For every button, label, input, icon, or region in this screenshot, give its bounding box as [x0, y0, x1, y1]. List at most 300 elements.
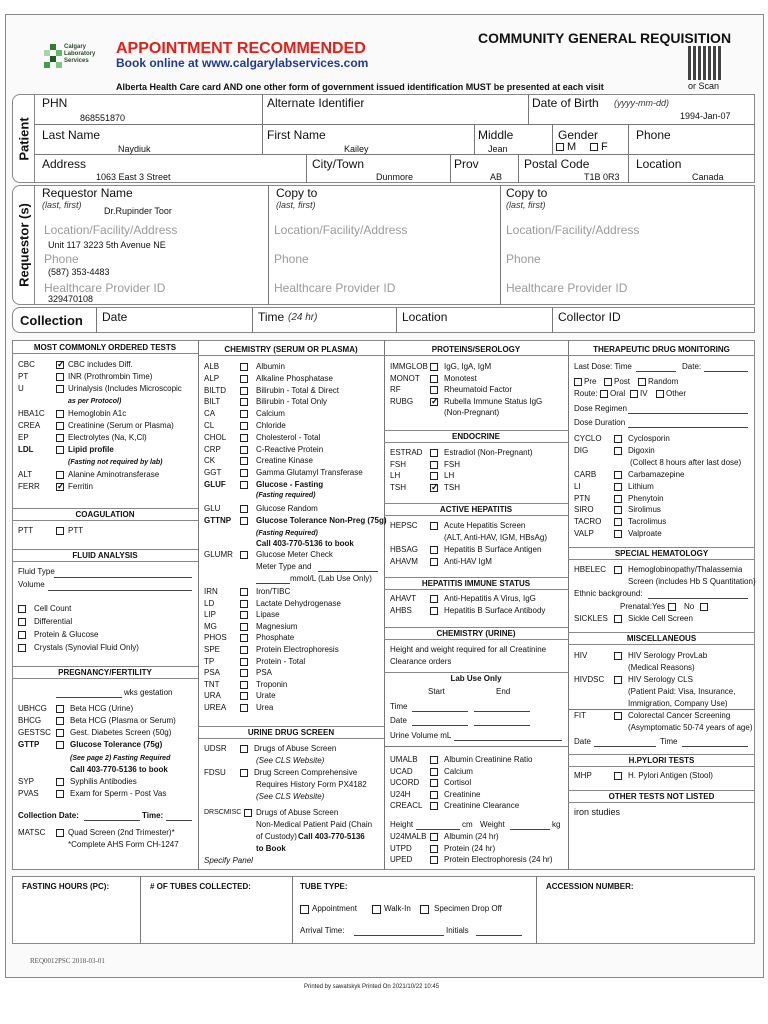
test-checkbox[interactable]	[614, 518, 622, 526]
sickles-checkbox[interactable]	[614, 615, 622, 623]
test-checkbox[interactable]	[614, 495, 622, 503]
test-checkbox[interactable]	[614, 435, 622, 443]
test-checkbox[interactable]	[240, 457, 248, 465]
test-checkbox[interactable]	[430, 756, 438, 764]
test-checkbox[interactable]	[240, 611, 248, 619]
other-label: Other	[666, 389, 687, 398]
dob-value[interactable]: 1994-Jan-07	[680, 111, 731, 121]
test-code: PVAS	[18, 789, 39, 798]
test-checkbox[interactable]	[240, 410, 248, 418]
test-code: U24MALB	[390, 832, 427, 841]
other-checkbox[interactable]	[656, 390, 664, 398]
test-label: Gest. Diabetes Screen (50g)	[70, 728, 172, 737]
post-checkbox[interactable]	[604, 378, 612, 386]
gender-m-checkbox[interactable]	[556, 143, 564, 151]
mhp-checkbox[interactable]	[614, 772, 622, 780]
hep-header: ACTIVE HEPATITIS	[384, 503, 568, 516]
hbelec-code: HBELEC	[574, 565, 607, 574]
initials-label: Initials	[446, 926, 469, 935]
requestor-phone-label: Phone	[44, 252, 79, 266]
requestor-hp-value[interactable]: 329470108	[48, 294, 94, 304]
test-checkbox[interactable]	[614, 471, 622, 479]
postal-label: Postal Code	[524, 157, 590, 171]
dig-note: (Collect 8 hours after last dose)	[630, 458, 742, 467]
test-label: Bilirubin - Total & Direct	[256, 385, 339, 395]
test-code: PSA	[204, 668, 221, 678]
test-code: TSH	[390, 482, 406, 492]
gender-m-label: M	[567, 141, 577, 153]
collection-time-hint: (24 hr)	[288, 312, 318, 323]
logo-text: Calgary Laboratory Services	[64, 44, 96, 64]
test-checkbox[interactable]	[240, 658, 248, 666]
test-checkbox[interactable]	[430, 398, 438, 406]
other-tests-value[interactable]: iron studies	[574, 807, 621, 817]
dob-hint: (yyyy-mm-dd)	[614, 98, 669, 108]
test-checkbox[interactable]	[56, 471, 64, 479]
book-online-link[interactable]: Book online at www.calgarylabservices.com	[116, 56, 369, 70]
test-code: ALB	[204, 362, 220, 371]
appointment-banner: APPOINTMENT RECOMMENDED	[116, 40, 366, 57]
alt-id-label: Alternate Identifier	[267, 96, 365, 110]
copy2-label: Copy to	[506, 186, 548, 200]
test-label: Carbamazepine	[628, 470, 685, 479]
test-code: CARB	[574, 470, 597, 479]
test-checkbox[interactable]	[56, 778, 64, 786]
test-checkbox[interactable]	[430, 363, 438, 371]
test-checkbox[interactable]	[56, 729, 64, 737]
test-code: CBC	[18, 360, 35, 369]
test-checkbox[interactable]	[56, 790, 64, 798]
test-code: VALP	[574, 529, 594, 538]
test-checkbox[interactable]	[240, 422, 248, 430]
weight-label: Weight	[480, 820, 505, 829]
hiv-code: HIV	[574, 651, 588, 660]
qr-code[interactable]	[688, 46, 722, 80]
test-code: MONOT	[390, 373, 420, 383]
test-code: TACRO	[574, 517, 602, 527]
hivdsc-checkbox[interactable]	[614, 676, 622, 684]
dob-label: Date of Birth	[532, 96, 599, 110]
ptt-text: PTT	[68, 526, 84, 535]
test-label: Phosphate	[256, 633, 295, 643]
ahbs-code: AHBS	[390, 606, 412, 615]
ahavt-checkbox[interactable]	[430, 595, 438, 603]
dose-regimen-label: Dose Regimen	[574, 404, 627, 413]
test-checkbox[interactable]	[430, 802, 438, 810]
test-label: Hemoglobin A1c	[68, 408, 127, 418]
post-label: Post	[614, 377, 631, 386]
test-checkbox[interactable]	[430, 472, 438, 480]
test-label: Glucose Tolerance (75g)	[70, 740, 163, 749]
location-value[interactable]: Canada	[692, 172, 724, 182]
drsc-text: Drugs of Abuse Screen	[256, 808, 339, 817]
test-checkbox[interactable]	[430, 484, 438, 492]
test-checkbox[interactable]	[56, 373, 64, 381]
test-checkbox[interactable]	[240, 434, 248, 442]
city-value[interactable]: Dunmore	[376, 172, 414, 182]
test-label: Albumin (24 hr)	[444, 832, 499, 841]
misc-header: MISCELLANEOUS	[568, 632, 755, 645]
copy1-loc-label: Location/Facility/Address	[274, 223, 408, 237]
test-label: Digoxin	[628, 446, 655, 455]
height-label: Height	[390, 820, 414, 829]
test-checkbox[interactable]	[614, 483, 622, 491]
test-code: SPE	[204, 645, 221, 654]
fdsu-note1: Requires History Form PX4182	[256, 780, 367, 789]
test-checkbox[interactable]	[56, 446, 64, 454]
test-label: Albumin	[256, 362, 285, 371]
fluid-label: Cell Count	[34, 604, 72, 613]
first-name-value[interactable]: Kailey	[344, 144, 369, 154]
glumr-note1: Meter Type and	[256, 562, 312, 571]
test-checkbox[interactable]	[430, 791, 438, 799]
test-code: CK	[204, 456, 216, 466]
test-label: Cortisol	[444, 778, 472, 787]
gluf-note: (Fasting required)	[256, 492, 316, 499]
chemu-note2: Clearance orders	[390, 657, 452, 666]
test-code: LD	[204, 598, 215, 608]
test-checkbox[interactable]	[56, 361, 64, 369]
udsr-note: (See CLS Website)	[256, 756, 325, 765]
test-code: DIG	[574, 446, 589, 455]
test-checkbox[interactable]	[614, 530, 622, 538]
test-label: Tacrolimus	[628, 517, 667, 527]
test-checkbox[interactable]	[56, 422, 64, 430]
printed-by: Printed by sawatskyk Printed On 2021/10/22 10:45	[304, 984, 440, 990]
matsc-note: *Complete AHS Form CH-1247	[68, 840, 179, 849]
test-label: Creatinine (Serum or Plasma)	[68, 421, 174, 430]
test-label: Alkaline Phosphatase	[256, 373, 333, 383]
glumr-code: GLUMR	[204, 550, 233, 559]
test-checkbox[interactable]	[240, 600, 248, 608]
fit-checkbox[interactable]	[614, 712, 622, 720]
test-checkbox[interactable]	[240, 634, 248, 642]
gender-f-checkbox[interactable]	[590, 143, 598, 151]
hepsc-checkbox[interactable]	[430, 522, 438, 530]
test-code: TP	[204, 656, 215, 666]
dropoff-checkbox[interactable]	[420, 905, 429, 914]
glu-code: GLU	[204, 504, 221, 513]
test-code: GLUF	[204, 480, 226, 489]
test-checkbox[interactable]	[240, 588, 248, 596]
preg-header: PREGNANCY/FERTILITY	[12, 666, 198, 679]
other-tests-header: OTHER TESTS NOT LISTED	[568, 790, 755, 803]
hbsag-checkbox[interactable]	[430, 546, 438, 554]
tube-type-label: TUBE TYPE:	[300, 882, 348, 891]
test-checkbox[interactable]	[240, 363, 248, 371]
accession-number-label: ACCESSION NUMBER:	[546, 882, 634, 891]
test-label: Phenytoin	[628, 493, 664, 503]
test-checkbox[interactable]	[430, 856, 438, 864]
test-code: EP	[18, 433, 29, 443]
test-label: Protein Electrophoresis (24 hr)	[444, 855, 553, 864]
fdsu-checkbox[interactable]	[240, 769, 248, 777]
test-checkbox[interactable]	[240, 446, 248, 454]
matsc-checkbox[interactable]	[56, 829, 64, 837]
test-code: UCAD	[390, 766, 413, 776]
last-name-label: Last Name	[42, 128, 101, 142]
fluid-checkbox[interactable]	[18, 618, 26, 626]
test-label: CBC includes Diff.	[68, 360, 133, 369]
hepsc-code: HEPSC	[390, 521, 418, 530]
copy1-phone-label: Phone	[274, 252, 309, 266]
test-checkbox[interactable]	[430, 768, 438, 776]
oral-checkbox[interactable]	[600, 390, 608, 398]
collection-time-field: Time:	[142, 811, 164, 820]
test-label: Albumin Creatinine Ratio	[444, 755, 533, 764]
phn-value[interactable]: 868551870	[80, 113, 126, 123]
test-label: Glucose - Fasting	[256, 480, 324, 489]
test-label: C-Reactive Protein	[256, 444, 324, 454]
test-checkbox[interactable]	[614, 447, 622, 455]
hepsc-text: Acute Hepatitis Screen	[444, 521, 526, 530]
glumr-text: Glucose Meter Check	[256, 550, 333, 559]
hepsc-note: (ALT, Anti-HAV, IGM, HBsAg)	[444, 533, 547, 542]
collection-date-field: Collection Date:	[18, 811, 79, 820]
test-label: as per Protocol)	[68, 397, 122, 405]
test-checkbox[interactable]	[240, 646, 248, 654]
mco-header: MOST COMMONLY ORDERED TESTS	[12, 342, 198, 354]
random-checkbox[interactable]	[638, 378, 646, 386]
test-checkbox[interactable]	[240, 375, 248, 383]
test-checkbox[interactable]	[240, 692, 248, 700]
uds-header: URINE DRUG SCREEN	[198, 726, 384, 739]
test-code: RF	[390, 385, 401, 394]
prov-value[interactable]: AB	[490, 172, 503, 182]
test-label: Iron/TIBC	[256, 587, 291, 596]
requestor-name-value[interactable]: Dr.Rupinder Toor	[104, 206, 172, 216]
oral-label: Oral	[610, 389, 626, 398]
copy1-hp-label: Healthcare Provider ID	[274, 281, 396, 295]
fdsu-note2: (See CLS Website)	[256, 792, 325, 801]
hbelec-checkbox[interactable]	[614, 566, 622, 574]
test-label: Beta HCG (Urine)	[70, 704, 134, 713]
gttnp-note1: (Fasting Required)	[256, 530, 318, 537]
test-code: CL	[204, 421, 215, 430]
no-checkbox[interactable]	[700, 603, 708, 611]
requestor-name-label: Requestor Name	[42, 186, 133, 200]
fluid-label: Differential	[34, 617, 73, 626]
test-code: BILTD	[204, 385, 227, 395]
pre-checkbox[interactable]	[574, 378, 582, 386]
test-label: Urea	[256, 703, 274, 712]
middle-value[interactable]: Jean	[488, 144, 508, 154]
end-label: End	[496, 687, 511, 696]
appointment-checkbox[interactable]	[300, 905, 309, 914]
first-name-label: First Name	[267, 128, 326, 142]
test-code: PHOS	[204, 633, 227, 643]
hbsag-text: Hepatitis B Surface Antigen	[444, 545, 542, 554]
ahbs-text: Hepatitis B Surface Antibody	[444, 606, 546, 615]
start-label: Start	[428, 687, 445, 696]
test-code: GGT	[204, 468, 222, 478]
fasting-hours-label: FASTING HOURS (PC):	[22, 882, 110, 891]
fluid-header: FLUID ANALYSIS	[12, 549, 198, 562]
gttnp-checkbox[interactable]	[240, 517, 248, 525]
test-label: Rubella Immune Status IgG	[444, 396, 543, 406]
test-checkbox[interactable]	[56, 483, 64, 491]
fit-time-label: Time	[660, 737, 678, 746]
fit-text: Colorectal Cancer Screening	[628, 711, 731, 720]
ahbs-checkbox[interactable]	[430, 607, 438, 615]
dropoff-label: Specimen Drop Off	[434, 904, 502, 913]
mhp-code: MHP	[574, 771, 592, 780]
collector-id-label: Collector ID	[558, 310, 621, 324]
address-value[interactable]: 1063 East 3 Street	[96, 172, 171, 182]
udsr-checkbox[interactable]	[240, 745, 248, 753]
test-checkbox[interactable]	[240, 469, 248, 477]
test-label: IgG, IgA, IgM	[444, 362, 492, 371]
requestor-hp-label: Healthcare Provider ID	[44, 281, 166, 295]
glumr-checkbox[interactable]	[240, 551, 248, 559]
fit-code: FIT	[574, 711, 586, 720]
test-checkbox[interactable]	[56, 705, 64, 713]
test-checkbox[interactable]	[430, 375, 438, 383]
tdm-date-label: Date:	[682, 362, 702, 371]
test-code: UREA	[204, 703, 227, 712]
requestor-phone-value[interactable]: (587) 353-4483	[48, 267, 110, 277]
logo	[42, 44, 112, 76]
test-checkbox[interactable]	[56, 410, 64, 418]
test-checkbox[interactable]	[614, 506, 622, 514]
test-label: Lipid profile	[68, 445, 114, 455]
test-code: BHCG	[18, 716, 42, 725]
test-code: SIRO	[574, 505, 594, 515]
form-code: REQ0012PSC 2018-03-01	[30, 957, 105, 965]
test-label: Protein Electrophoresis	[256, 645, 339, 654]
requestor-loc-value[interactable]: Unit 117 3223 5th Avenue NE	[48, 240, 166, 250]
lab-use-header: Lab Use Only	[384, 672, 568, 684]
chemu-header: CHEMISTRY (URINE)	[384, 627, 568, 640]
hivdsc-text: HIV Serology CLS	[628, 675, 693, 684]
test-code: CHOL	[204, 432, 227, 442]
test-label: TSH	[444, 482, 460, 492]
test-label: Urate	[256, 691, 276, 701]
fluid-checkbox[interactable]	[18, 631, 26, 639]
hbsag-code: HBSAG	[390, 545, 419, 554]
test-label: Ferritin	[68, 482, 93, 491]
walkin-checkbox[interactable]	[372, 905, 381, 914]
location-label: Location	[636, 157, 682, 171]
wks-gestation: wks gestation	[124, 688, 173, 697]
hbelec-text: Hemoglobinopathy/Thalassemia	[628, 565, 743, 574]
test-code: PTN	[574, 493, 590, 503]
requestor-last-first: (last, first)	[42, 200, 82, 210]
mhp-text: H. Pylori Antigen (Stool)	[628, 771, 713, 780]
fluid-checkbox[interactable]	[18, 644, 26, 652]
drsc-note3: Call 403-770-5136	[298, 832, 365, 841]
fdsu-text: Drug Screen Comprehensive	[254, 768, 358, 777]
test-code: GESTSC	[18, 728, 51, 737]
gender-label: Gender	[558, 128, 599, 142]
hiv-checkbox[interactable]	[614, 652, 622, 660]
dose-duration-label: Dose Duration	[574, 418, 626, 427]
test-checkbox[interactable]	[56, 741, 64, 749]
kg-label: kg	[552, 820, 561, 829]
ahavm-code: AHAVM	[390, 557, 418, 566]
test-code: SYP	[18, 777, 35, 786]
udsr-code: UDSR	[204, 744, 227, 753]
test-label: Alanine Aminotransferase	[68, 469, 160, 479]
fluid-checkbox[interactable]	[18, 605, 26, 613]
test-label: Gamma Glutamyl Transferase	[256, 468, 363, 478]
last-dose-label: Last Dose: Time	[574, 362, 632, 371]
fluid-label: Protein & Glucose	[34, 630, 99, 639]
test-code: GTTP	[18, 740, 40, 749]
ahavt-text: Anti-Hepatitis A Virus, IgG	[444, 594, 536, 603]
test-checkbox[interactable]	[240, 681, 248, 689]
test-checkbox[interactable]	[240, 669, 248, 677]
test-label: Chloride	[256, 421, 286, 430]
test-checkbox[interactable]	[430, 461, 438, 469]
test-checkbox[interactable]	[240, 704, 248, 712]
test-label: Calcium	[444, 766, 473, 776]
test-checkbox[interactable]	[430, 386, 438, 394]
test-code: HBA1C	[18, 408, 45, 418]
drsc-checkbox[interactable]	[244, 809, 252, 817]
collection-date-label: Date	[102, 310, 128, 324]
udsr-text: Drugs of Abuse Screen	[254, 744, 337, 753]
test-checkbox[interactable]	[240, 387, 248, 395]
test-label: INR (Prothrombin Time)	[68, 372, 153, 382]
test-code: BILT	[204, 397, 221, 407]
copy1-last-first: (last, first)	[276, 200, 316, 210]
ahavm-text: Anti-HAV IgM	[444, 557, 492, 566]
test-checkbox[interactable]	[430, 833, 438, 841]
prot-header: PROTEINS/SEROLOGY	[384, 344, 568, 356]
test-label: Beta HCG (Plasma or Serum)	[70, 716, 176, 725]
cm-label: cm	[462, 820, 473, 829]
address-label: Address	[42, 157, 87, 171]
test-checkbox[interactable]	[240, 481, 248, 489]
test-checkbox[interactable]	[430, 845, 438, 853]
walkin-label: Walk-In	[384, 904, 411, 913]
glu-checkbox[interactable]	[240, 505, 248, 513]
test-checkbox[interactable]	[430, 779, 438, 787]
test-code: IMMGLOB	[390, 362, 428, 371]
ahavt-code: AHAVT	[390, 594, 417, 603]
test-code: PT	[18, 372, 29, 382]
collection-tab: Collection	[20, 313, 83, 328]
test-label: Electrolytes (Na, K,Cl)	[68, 433, 147, 443]
last-name-value[interactable]: Naydiuk	[118, 144, 151, 154]
hivdsc-note1: (Patient Paid: Visa, Insurance,	[628, 687, 736, 696]
hiv-text: HIV Serology ProvLab	[628, 651, 708, 660]
test-checkbox[interactable]	[56, 717, 64, 725]
collection-location-label: Location	[402, 310, 448, 324]
route-label: Route:	[574, 389, 598, 398]
ptt-checkbox[interactable]	[56, 527, 64, 535]
test-label: Magnesium	[256, 621, 298, 631]
yes-checkbox[interactable]	[668, 603, 676, 611]
test-checkbox[interactable]	[56, 385, 64, 393]
prov-label: Prov	[454, 157, 479, 171]
test-checkbox[interactable]	[240, 398, 248, 406]
test-code: MG	[204, 621, 217, 631]
gttp-note2: Call 403-770-5136 to book	[70, 765, 168, 774]
test-code: UMALB	[390, 755, 418, 764]
ahavm-checkbox[interactable]	[430, 558, 438, 566]
postal-value[interactable]: T1B 0R3	[584, 172, 620, 182]
iv-checkbox[interactable]	[630, 390, 638, 398]
test-checkbox[interactable]	[56, 434, 64, 442]
fluid-label: Crystals (Synovial Fluid Only)	[34, 643, 139, 652]
test-checkbox[interactable]	[430, 449, 438, 457]
test-label: FSH	[444, 459, 460, 469]
middle-label: Middle	[478, 128, 514, 142]
appointment-label: Appointment	[312, 904, 357, 913]
test-checkbox[interactable]	[240, 623, 248, 631]
